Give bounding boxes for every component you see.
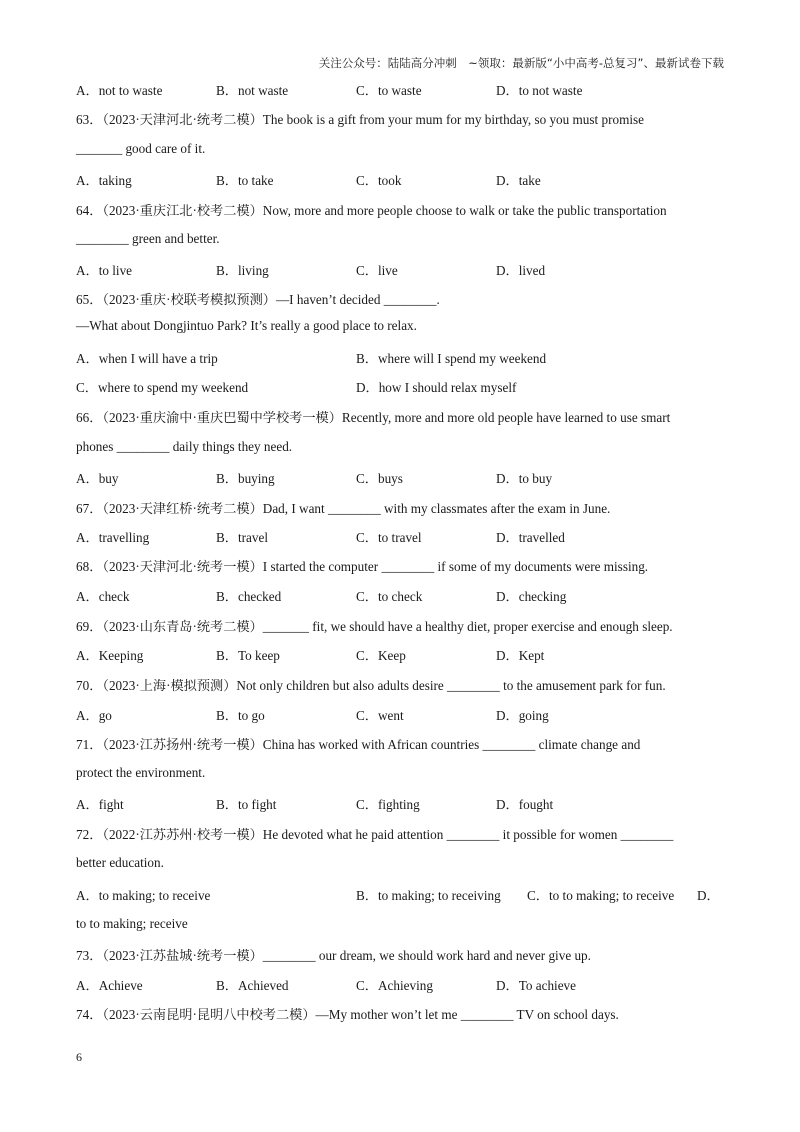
page-number: 6: [76, 1050, 82, 1064]
question-63-text: 63．（2023·天津河北·统考二模）The book is a gift from your mum for my birthday, so you must promise: [76, 112, 644, 127]
option-d: D．: [697, 888, 720, 903]
option-d: D．to not waste: [496, 83, 583, 98]
question-66-text-cont: phones ________ daily things they need.: [76, 439, 293, 454]
option-b: B．living: [216, 263, 269, 278]
question-67-text: 67．（2023·天津红桥·统考二模）Dad, I want ________ with my classmates after the exam in June.: [76, 501, 611, 516]
option-a: A．to live: [76, 263, 133, 278]
option-c: C．Achieving: [356, 978, 433, 993]
question-71-text: 71．（2023·江苏扬州·统考一模）China has worked with African countries ________ climate change and: [76, 737, 641, 752]
option-c: C．buys: [356, 471, 403, 486]
option-c: C．to check: [356, 589, 423, 604]
option-d-text: to to making; receive: [76, 916, 188, 931]
option-a: A．when I will have a trip: [76, 351, 218, 366]
option-b: B．checked: [216, 589, 282, 604]
option-b: B．to fight: [216, 797, 277, 812]
question-71-text-cont: protect the environment.: [76, 765, 206, 780]
page-header: 关注公众号：陆陆高分冲刺 ~领取：最新版“小中高考-总复习”、最新试卷下载: [318, 56, 724, 70]
option-d: D．lived: [496, 263, 546, 278]
option-a: A．go: [76, 708, 112, 723]
option-c: C．took: [356, 173, 402, 188]
option-c: C．live: [356, 263, 398, 278]
option-b: B．Achieved: [216, 978, 289, 993]
option-d: D．Kept: [496, 648, 545, 663]
option-c: C．fighting: [356, 797, 420, 812]
question-64-text: 64．（2023·重庆江北·校考二模）Now, more and more people choose to walk or take the public transportation: [76, 203, 667, 218]
option-d: D．take: [496, 173, 541, 188]
option-a: A．check: [76, 589, 130, 604]
option-a: A．buy: [76, 471, 119, 486]
question-73-text: 73．（2023·江苏盐城·统考一模）________ our dream, we should work hard and never give up.: [76, 948, 591, 963]
question-68-text: 68．（2023·天津河北·统考一模）I started the computer ________ if some of my documents were missing.: [76, 559, 649, 574]
option-c: C．went: [356, 708, 404, 723]
option-d: D．how I should relax myself: [356, 380, 517, 395]
option-a: A．not to waste: [76, 83, 163, 98]
question-69-text: 69．（2023·山东青岛·统考二模）_______ fit, we should have a healthy diet, proper exercise and enough sleep.: [76, 619, 673, 634]
option-c: C．to travel: [356, 530, 422, 545]
option-c: C．Keep: [356, 648, 406, 663]
option-c: C．where to spend my weekend: [76, 380, 249, 395]
option-b: B．to take: [216, 173, 274, 188]
question-63-text-cont: _______ good care of it.: [76, 141, 206, 156]
option-d: D．To achieve: [496, 978, 576, 993]
option-b: B．travel: [216, 530, 269, 545]
option-b: B．buying: [216, 471, 275, 486]
option-a: A．taking: [76, 173, 132, 188]
option-d: D．fought: [496, 797, 554, 812]
option-a: A．Achieve: [76, 978, 143, 993]
option-d: D．to buy: [496, 471, 553, 486]
option-b: B．To keep: [216, 648, 280, 663]
option-c: C．to to making; to receive: [527, 888, 675, 903]
question-74-text: 74．（2023·云南昆明·昆明八中校考二模）—My mother won’t let me ________ TV on school days.: [76, 1007, 619, 1022]
option-a: A．travelling: [76, 530, 150, 545]
option-b: B．not waste: [216, 83, 289, 98]
option-d: D．checking: [496, 589, 567, 604]
option-c: C．to waste: [356, 83, 422, 98]
question-64-text-cont: ________ green and better.: [76, 231, 220, 246]
question-70-text: 70．（2023·上海·模拟预测）Not only children but also adults desire ________ to the amusement park for fun.: [76, 678, 666, 693]
option-b: B．to go: [216, 708, 265, 723]
option-a: A．Keeping: [76, 648, 144, 663]
option-b: B．where will I spend my weekend: [356, 351, 547, 366]
option-a: A．to making; to receive: [76, 888, 211, 903]
question-72-text-cont: better education.: [76, 855, 164, 870]
question-72-text: 72．（2022·江苏苏州·校考一模）He devoted what he paid attention ________ it possible for women ________: [76, 827, 674, 842]
question-65-text: 65．（2023·重庆·校联考模拟预测）—I haven’t decided ________.: [76, 292, 440, 307]
option-b: B．to making; to receiving: [356, 888, 501, 903]
option-d: D．travelled: [496, 530, 565, 545]
option-a: A．fight: [76, 797, 124, 812]
option-d: D．going: [496, 708, 549, 723]
question-66-text: 66．（2023·重庆渝中·重庆巴蜀中学校考一模）Recently, more and more old people have learned to use smart: [76, 410, 671, 425]
question-65-text-cont: —What about Dongjintuo Park? It’s really a good place to relax.: [76, 318, 417, 333]
